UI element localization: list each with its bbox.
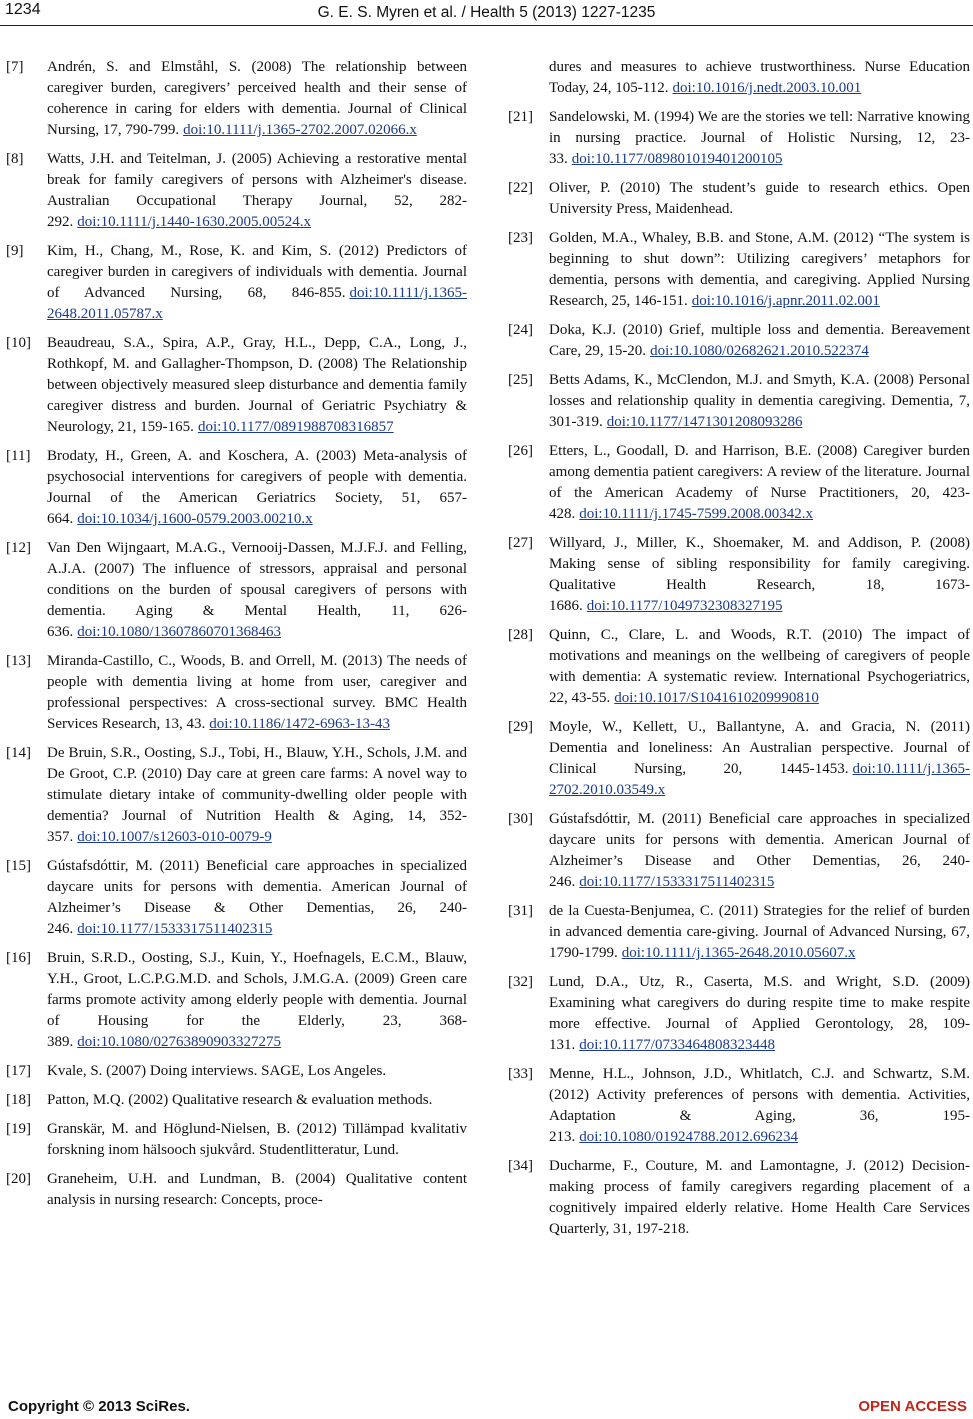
reference-text: Etters, L., Goodall, D. and Harrison, B.E. (2008) Caregiver burden among dementia patient caregivers: A review of the literature. Journal of the American Academy of Nurse Practitioners, 20, 423-428.	[549, 443, 970, 522]
reference-item	[6, 1169, 467, 1211]
doi-link[interactable]: doi:10.1177/1533317511402315	[579, 874, 775, 890]
reference-item	[508, 441, 970, 525]
doi-link[interactable]: doi:10.1177/089801019401200105	[571, 151, 783, 167]
doi-link[interactable]: doi:10.1111/j.1365-2648.2010.05607.x	[621, 945, 856, 961]
reference-text: Beaudreau, S.A., Spira, A.P., Gray, H.L., Depp, C.A., Long, J., Rothkopf, M. and Gallagher-Thompson, D. (2008) The Relationship between objectively measured sleep disturbance and dementia family caregiver distress and burden. Journal of Geriatric Psychiatry & Neurology, 21, 159-165.	[47, 335, 467, 435]
reference-number: [22]	[508, 180, 533, 196]
reference-item	[508, 107, 970, 170]
reference-item	[508, 228, 970, 312]
reference-number: [10]	[6, 335, 31, 351]
reference-number: [30]	[508, 811, 533, 827]
reference-item	[6, 1090, 467, 1111]
reference-number: [7]	[6, 59, 24, 75]
doi-link[interactable]: doi:10.1034/j.1600-0579.2003.00210.x	[77, 511, 313, 527]
reference-item	[508, 1064, 970, 1148]
reference-item	[508, 533, 970, 617]
page-number: 1234	[5, 1, 41, 18]
reference-item	[508, 178, 970, 220]
reference-text: Lund, D.A., Utz, R., Caserta, M.S. and Wright, S.D. (2009) Examining what caregivers do during respite time to make respite more effective. Journal of Applied Gerontology, 28, 109-131.	[549, 974, 970, 1053]
references-right-column	[508, 57, 970, 1248]
doi-link[interactable]: doi:10.1177/0891988708316857	[197, 419, 394, 435]
reference-item	[6, 538, 467, 643]
reference-number: [23]	[508, 230, 533, 246]
reference-number: [14]	[6, 745, 31, 761]
reference-text: Gústafsdóttir, M. (2011) Beneficial care approaches in specialized daycare units for persons with dementia. American Journal of Alzheimer’s Disease & Other Dementias, 26, 240-246.	[47, 858, 467, 937]
reference-number: [9]	[6, 243, 24, 259]
reference-number: [8]	[6, 151, 24, 167]
reference-item	[508, 57, 970, 99]
reference-text: Kvale, S. (2007) Doing interviews. SAGE, Los Angeles.	[47, 1063, 387, 1079]
reference-text: Oliver, P. (2010) The student’s guide to research ethics. Open University Press, Maidenhead.	[549, 180, 970, 217]
reference-number: [15]	[6, 858, 31, 874]
reference-number: [13]	[6, 653, 31, 669]
reference-item	[6, 57, 467, 141]
reference-text: Granskär, M. and Höglund-Nielsen, B. (2012) Tillämpad kvalitativ forskning inom hälsooch sjukvård. Studentlitteratur, Lund.	[47, 1121, 467, 1158]
doi-link[interactable]: doi:10.1177/1533317511402315	[77, 921, 273, 937]
running-header: G. E. S. Myren et al. / Health 5 (2013) 1227-1235	[317, 4, 656, 21]
reference-number: [12]	[6, 540, 31, 556]
footer-open-access: OPEN ACCESS	[858, 1398, 967, 1415]
header-rule	[0, 25, 973, 26]
reference-text: Willyard, J., Miller, K., Shoemaker, M. and Addison, P. (2008) Making sense of sibling responsibility for family caregiving. Qualitative Health Research, 18, 1673-1686.	[549, 535, 970, 614]
doi-link[interactable]: doi:10.1080/02682621.2010.522374	[650, 343, 869, 359]
reference-item	[6, 149, 467, 233]
reference-item	[6, 446, 467, 530]
reference-number: [33]	[508, 1066, 533, 1082]
reference-text: Golden, M.A., Whaley, B.B. and Stone, A.M. (2012) “The system is beginning to shut down”: Utilizing caregivers’ metaphors for dementia, persons with dementia, and caregiving. Applied Nursing Research, 25, 146-151.	[549, 230, 970, 309]
reference-item	[508, 972, 970, 1056]
reference-item	[508, 370, 970, 433]
reference-item	[6, 651, 467, 735]
reference-text: De Bruin, S.R., Oosting, S.J., Tobi, H., Blauw, Y.H., Schols, J.M. and De Groot, C.P. (2010) Day care at green care farms: A novel way to stimulate dietary intake of community-dwelling older people with dementia? Journal of Nutrition Health & Aging, 14, 352-357.	[47, 745, 467, 845]
reference-text: Watts, J.H. and Teitelman, J. (2005) Achieving a restorative mental break for family caregivers of persons with Alzheimer's disease. Australian Occupational Therapy Journal, 52, 282-292.	[47, 151, 467, 230]
doi-link[interactable]: doi:10.1111/j.1365-2702.2010.03549.x	[549, 761, 970, 798]
footer-copyright: Copyright © 2013 SciRes.	[8, 1398, 190, 1415]
reference-item	[508, 320, 970, 362]
reference-item	[6, 1061, 467, 1082]
reference-number: [24]	[508, 322, 533, 338]
doi-link[interactable]: doi:10.1080/02763890903327275	[77, 1034, 282, 1050]
reference-text: Menne, H.L., Johnson, J.D., Whitlatch, C.J. and Schwartz, S.M. (2012) Activity preferences of persons with dementia. Activities, Adaptation & Aging, 36, 195-213.	[549, 1066, 970, 1145]
reference-number: [18]	[6, 1092, 31, 1108]
doi-link[interactable]: doi:10.1016/j.apnr.2011.02.001	[691, 293, 880, 309]
reference-text: Kim, H., Chang, M., Rose, K. and Kim, S. (2012) Predictors of caregiver burden in caregivers of individuals with dementia. Journal of Advanced Nursing, 68, 846-855.	[47, 243, 467, 301]
reference-text: Moyle, W., Kellett, U., Ballantyne, A. and Gracia, N. (2011) Dementia and loneliness: An Australian perspective. Journal of Clinical Nursing, 20, 1445-1453.	[549, 719, 970, 777]
doi-link[interactable]: doi:10.1007/s12603-010-0079-9	[77, 829, 272, 845]
reference-number: [16]	[6, 950, 31, 966]
reference-text: Gústafsdóttir, M. (2011) Beneficial care approaches in specialized daycare units for persons with dementia. American Journal of Alzheimer’s Disease and Other Dementias, 26, 240-246.	[549, 811, 970, 890]
reference-text: Quinn, C., Clare, L. and Woods, R.T. (2010) The impact of motivations and meanings on the wellbeing of caregivers of people with dementia: A systematic review. International Psychogeriatrics, 22, 43-55.	[549, 627, 970, 706]
reference-item	[508, 717, 970, 801]
doi-link[interactable]: doi:10.1111/j.1440-1630.2005.00524.x	[77, 214, 311, 230]
reference-number: [31]	[508, 903, 533, 919]
doi-link[interactable]: doi:10.1111/j.1745-7599.2008.00342.x	[579, 506, 813, 522]
reference-item	[508, 1156, 970, 1240]
reference-item	[6, 333, 467, 438]
doi-link[interactable]: doi:10.1186/1472-6963-13-43	[209, 716, 390, 732]
reference-text: Ducharme, F., Couture, M. and Lamontagne, J. (2012) Decision-making process of family caregivers regarding placement of a cognitively impaired elderly relative. Home Health Care Services Quarterly, 31, 197-218.	[549, 1158, 970, 1237]
reference-item	[6, 241, 467, 325]
doi-link[interactable]: doi:10.1080/13607860701368463	[77, 624, 282, 640]
reference-number: [29]	[508, 719, 533, 735]
reference-text: Graneheim, U.H. and Lundman, B. (2004) Qualitative content analysis in nursing research: Concepts, proce-	[47, 1171, 467, 1208]
doi-link[interactable]: doi:10.1111/j.1365-2702.2007.02066.x	[183, 122, 417, 138]
doi-link[interactable]: doi:10.1016/j.nedt.2003.10.001	[672, 80, 862, 96]
doi-link[interactable]: doi:10.1017/S1041610209990810	[614, 690, 819, 706]
reference-text: Doka, K.J. (2010) Grief, multiple loss and dementia. Bereavement Care, 29, 15-20.	[549, 322, 970, 359]
reference-item	[6, 948, 467, 1053]
reference-text: dures and measures to achieve trustworthiness. Nurse Education Today, 24, 105-112.	[549, 59, 970, 96]
reference-item	[508, 809, 970, 893]
reference-text: de la Cuesta-Benjumea, C. (2011) Strategies for the relief of burden in advanced dementia care-giving. Journal of Advanced Nursing, 67, 1790-1799.	[549, 903, 970, 961]
reference-number: [27]	[508, 535, 533, 551]
reference-number: [26]	[508, 443, 533, 459]
reference-item	[6, 743, 467, 848]
doi-link[interactable]: doi:10.1177/1471301208093286	[606, 414, 803, 430]
reference-text: Andrén, S. and Elmståhl, S. (2008) The relationship between caregiver burden, caregivers’ perceived health and their sense of coherence in caring for elders with dementia. Journal of Clinical Nursing, 17, 790-799.	[47, 59, 467, 138]
reference-text: Patton, M.Q. (2002) Qualitative research & evaluation methods.	[47, 1092, 433, 1108]
reference-number: [21]	[508, 109, 533, 125]
reference-text: Bruin, S.R.D., Oosting, S.J., Kuin, Y., Hoefnagels, E.C.M., Blauw, Y.H., Groot, L.C.P.G.M.D. and Schols, J.M.G.A. (2009) Green care farms promote activity among elderly people with dementia. Journal of Housing for the Elderly, 23, 368-389.	[47, 950, 467, 1050]
reference-text: Sandelowski, M. (1994) We are the stories we tell: Narrative knowing in nursing practice. Journal of Holistic Nursing, 12, 23-33.	[549, 109, 970, 167]
reference-text: Betts Adams, K., McClendon, M.J. and Smyth, K.A. (2008) Personal losses and relationship quality in dementia caregiving. Dementia, 7, 301-319.	[549, 372, 970, 430]
doi-link[interactable]: doi:10.1111/j.1365-2648.2011.05787.x	[47, 285, 467, 322]
doi-link[interactable]: doi:10.1177/1049732308327195	[586, 598, 783, 614]
reference-item	[508, 625, 970, 709]
reference-number: [25]	[508, 372, 533, 388]
reference-number: [20]	[6, 1171, 31, 1187]
reference-text: Miranda-Castillo, C., Woods, B. and Orrell, M. (2013) The needs of people with dementia living at home from user, caregiver and professional perspectives: A cross-sectional survey. BMC Health Services Research, 13, 43.	[47, 653, 467, 732]
reference-number: [11]	[6, 448, 31, 464]
doi-link[interactable]: doi:10.1177/0733464808323448	[579, 1037, 775, 1053]
reference-number: [32]	[508, 974, 533, 990]
reference-number: [34]	[508, 1158, 533, 1174]
references-left-column	[6, 57, 467, 1219]
doi-link[interactable]: doi:10.1080/01924788.2012.696234	[579, 1129, 799, 1145]
reference-number: [28]	[508, 627, 533, 643]
reference-item	[6, 856, 467, 940]
reference-number: [19]	[6, 1121, 31, 1137]
reference-text: Brodaty, H., Green, A. and Koschera, A. (2003) Meta-analysis of psychosocial interventions for caregivers of people with dementia. Journal of the American Geriatrics Society, 51, 657-664.	[47, 448, 467, 527]
reference-item	[508, 901, 970, 964]
reference-number: [17]	[6, 1063, 31, 1079]
reference-item	[6, 1119, 467, 1161]
reference-text: Van Den Wijngaart, M.A.G., Vernooij-Dassen, M.J.F.J. and Felling, A.J.A. (2007) The influence of stressors, appraisal and personal conditions on the burden of spousal caregivers of persons with dementia. Aging & Mental Health, 11, 626-636.	[47, 540, 467, 640]
